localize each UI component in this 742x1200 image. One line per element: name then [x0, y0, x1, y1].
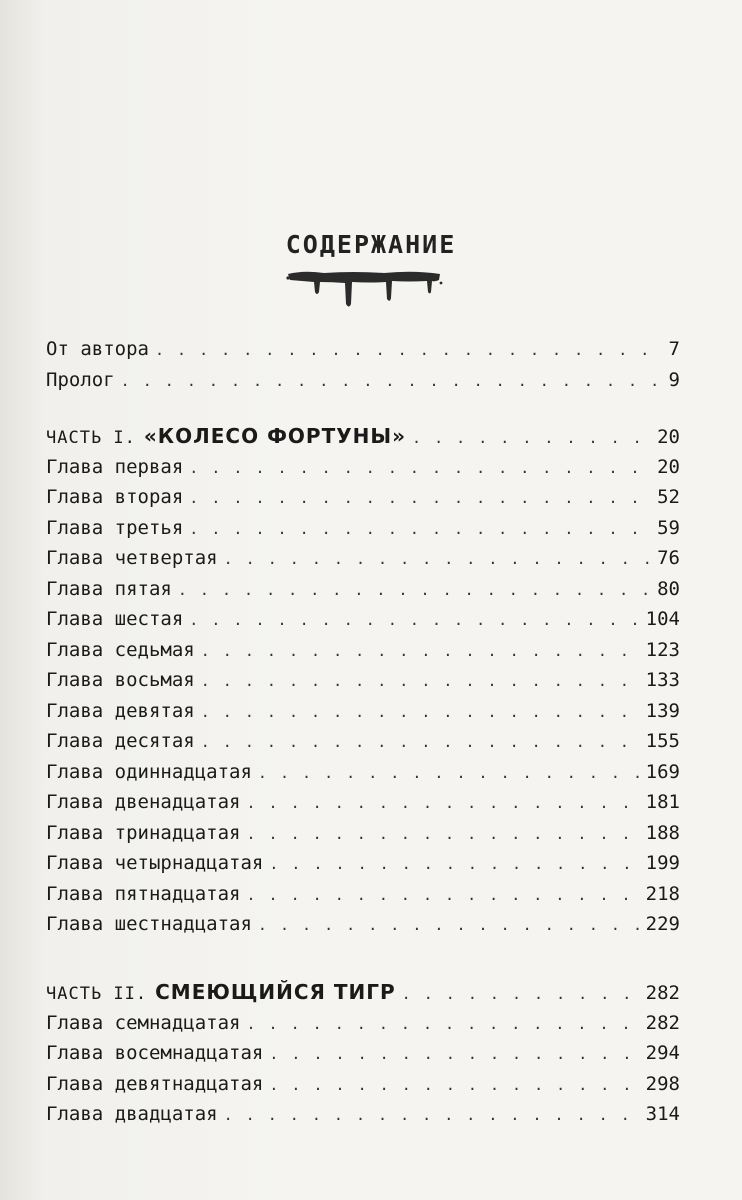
dot-leader — [246, 819, 639, 849]
toc-entry-page: 155 — [645, 730, 680, 752]
toc-entry-label: Глава одиннадцатая — [46, 760, 252, 783]
dot-leader — [258, 910, 640, 940]
toc-entry-page: 20 — [657, 455, 680, 478]
dot-leader — [412, 423, 651, 453]
toc-entry-page: 199 — [645, 852, 680, 874]
toc-row-chapter[interactable] — [46, 635, 680, 666]
toc-row-chapter[interactable] — [46, 452, 680, 483]
toc-row-chapter[interactable] — [46, 482, 680, 513]
toc-entry-label: Глава восемнадцатая — [46, 1042, 264, 1064]
toc-entry-label: Глава десятая — [46, 730, 195, 752]
dot-leader — [189, 483, 651, 513]
toc-entry-label: Глава шестая — [46, 608, 184, 630]
toc-entry-page: 76 — [657, 547, 680, 569]
dot-leader — [201, 697, 640, 727]
toc-entry-page: 229 — [645, 913, 680, 935]
part-number: ЧАСТЬ II. — [46, 984, 148, 1004]
toc-entry-page: 314 — [645, 1103, 680, 1125]
toc-entry-page: 123 — [645, 638, 680, 661]
toc-entry-page: 181 — [645, 791, 680, 813]
toc-entry-label: Глава семнадцатая — [46, 1011, 241, 1034]
toc-part-heading[interactable] — [46, 977, 680, 1008]
dot-leader — [269, 1070, 639, 1100]
toc-entry-label: Глава девятая — [46, 699, 195, 722]
toc-row-chapter[interactable] — [46, 848, 680, 879]
toc-intro — [46, 334, 680, 395]
toc-entry-label: Глава тринадцатая — [46, 821, 241, 844]
dot-leader — [201, 666, 640, 696]
dot-leader — [224, 544, 652, 574]
toc-entry-page: 139 — [645, 699, 680, 722]
toc-entry-page: 9 — [668, 368, 680, 391]
toc-entry-page: 80 — [657, 577, 680, 600]
toc-part-1 — [46, 421, 680, 940]
toc-row-chapter[interactable] — [46, 543, 680, 574]
toc-row-chapter[interactable] — [46, 513, 680, 544]
dot-leader — [258, 758, 640, 788]
toc-row-chapter[interactable] — [46, 726, 680, 757]
toc-entry-label: Глава двенадцатая — [46, 791, 241, 813]
toc-entry-page: 104 — [645, 608, 680, 630]
toc-entry-label: От автора — [46, 338, 149, 360]
toc-entry-page: 52 — [657, 486, 680, 508]
toc-entry-page: 7 — [668, 338, 680, 360]
toc-entry-page: 294 — [645, 1042, 680, 1064]
toc-row-chapter[interactable] — [46, 787, 680, 818]
toc-row-chapter[interactable] — [46, 757, 680, 788]
toc-row-chapter[interactable] — [46, 574, 680, 605]
part-title — [46, 977, 402, 1009]
dot-leader — [155, 335, 663, 365]
toc-row-chapter[interactable] — [46, 1008, 680, 1039]
toc-entry-page: 188 — [645, 821, 680, 844]
toc-entry-label: Глава пятая — [46, 577, 172, 600]
dot-leader — [246, 788, 639, 818]
dot-leader — [246, 880, 639, 910]
toc-row-chapter[interactable] — [46, 879, 680, 910]
toc-row-prologue[interactable] — [46, 365, 680, 396]
toc-entry-label: Глава вторая — [46, 486, 184, 508]
toc-entry-label: Глава двадцатая — [46, 1103, 218, 1125]
ink-drip-ornament-icon — [284, 268, 444, 308]
part-number: ЧАСТЬ I. — [46, 428, 136, 448]
dot-leader — [189, 605, 639, 635]
dot-leader — [269, 849, 639, 879]
toc-entry-page: 282 — [645, 1011, 680, 1034]
toc-entry-page: 133 — [645, 669, 680, 691]
toc-entry-page: 282 — [645, 982, 680, 1004]
dot-leader — [246, 1009, 639, 1039]
toc-entry-label: Глава третья — [46, 516, 184, 539]
toc-entry-label: Глава шестнадцатая — [46, 913, 252, 935]
toc-part-heading[interactable] — [46, 421, 680, 452]
toc-entry-label: Глава четвертая — [46, 547, 218, 569]
toc-part-2 — [46, 977, 680, 1130]
toc-row-author[interactable] — [46, 334, 680, 365]
dot-leader — [269, 1039, 639, 1069]
dot-leader — [178, 575, 651, 605]
part-name: «КОЛЕСО ФОРТУНЫ» — [143, 424, 407, 448]
toc-entry-label: Глава пятнадцатая — [46, 882, 241, 905]
dot-leader — [402, 979, 640, 1009]
toc-row-chapter[interactable] — [46, 604, 680, 635]
toc-entry-page: 59 — [657, 516, 680, 539]
toc-row-chapter[interactable] — [46, 696, 680, 727]
toc-entry-page: 298 — [645, 1072, 680, 1095]
dot-leader — [189, 453, 651, 483]
toc-entry-page: 20 — [657, 426, 680, 448]
toc-row-chapter[interactable] — [46, 1038, 680, 1069]
dot-leader — [224, 1100, 640, 1130]
toc-row-chapter[interactable] — [46, 909, 680, 940]
dot-leader — [201, 636, 640, 666]
toc-entry-label: Глава восьмая — [46, 669, 195, 691]
toc-entry-label: Глава девятнадцатая — [46, 1072, 264, 1095]
part-name: СМЕЮЩИЙСЯ ТИГР — [155, 980, 396, 1004]
toc-entry-label: Глава четырнадцатая — [46, 852, 264, 874]
toc-row-chapter[interactable] — [46, 1069, 680, 1100]
toc-entry-label: Глава седьмая — [46, 638, 195, 661]
dot-leader — [201, 727, 640, 757]
dot-leader — [121, 366, 663, 396]
toc-row-chapter[interactable] — [46, 1099, 680, 1130]
toc-row-chapter[interactable] — [46, 818, 680, 849]
toc-row-chapter[interactable] — [46, 665, 680, 696]
toc-entry-page: 169 — [645, 760, 680, 783]
toc-entry-label: Пролог — [46, 368, 115, 391]
part-title — [46, 421, 412, 453]
page-title: СОДЕРЖАНИЕ — [285, 230, 457, 259]
dot-leader — [189, 514, 651, 544]
toc-entry-page: 218 — [645, 882, 680, 905]
toc-entry-label: Глава первая — [46, 455, 184, 478]
